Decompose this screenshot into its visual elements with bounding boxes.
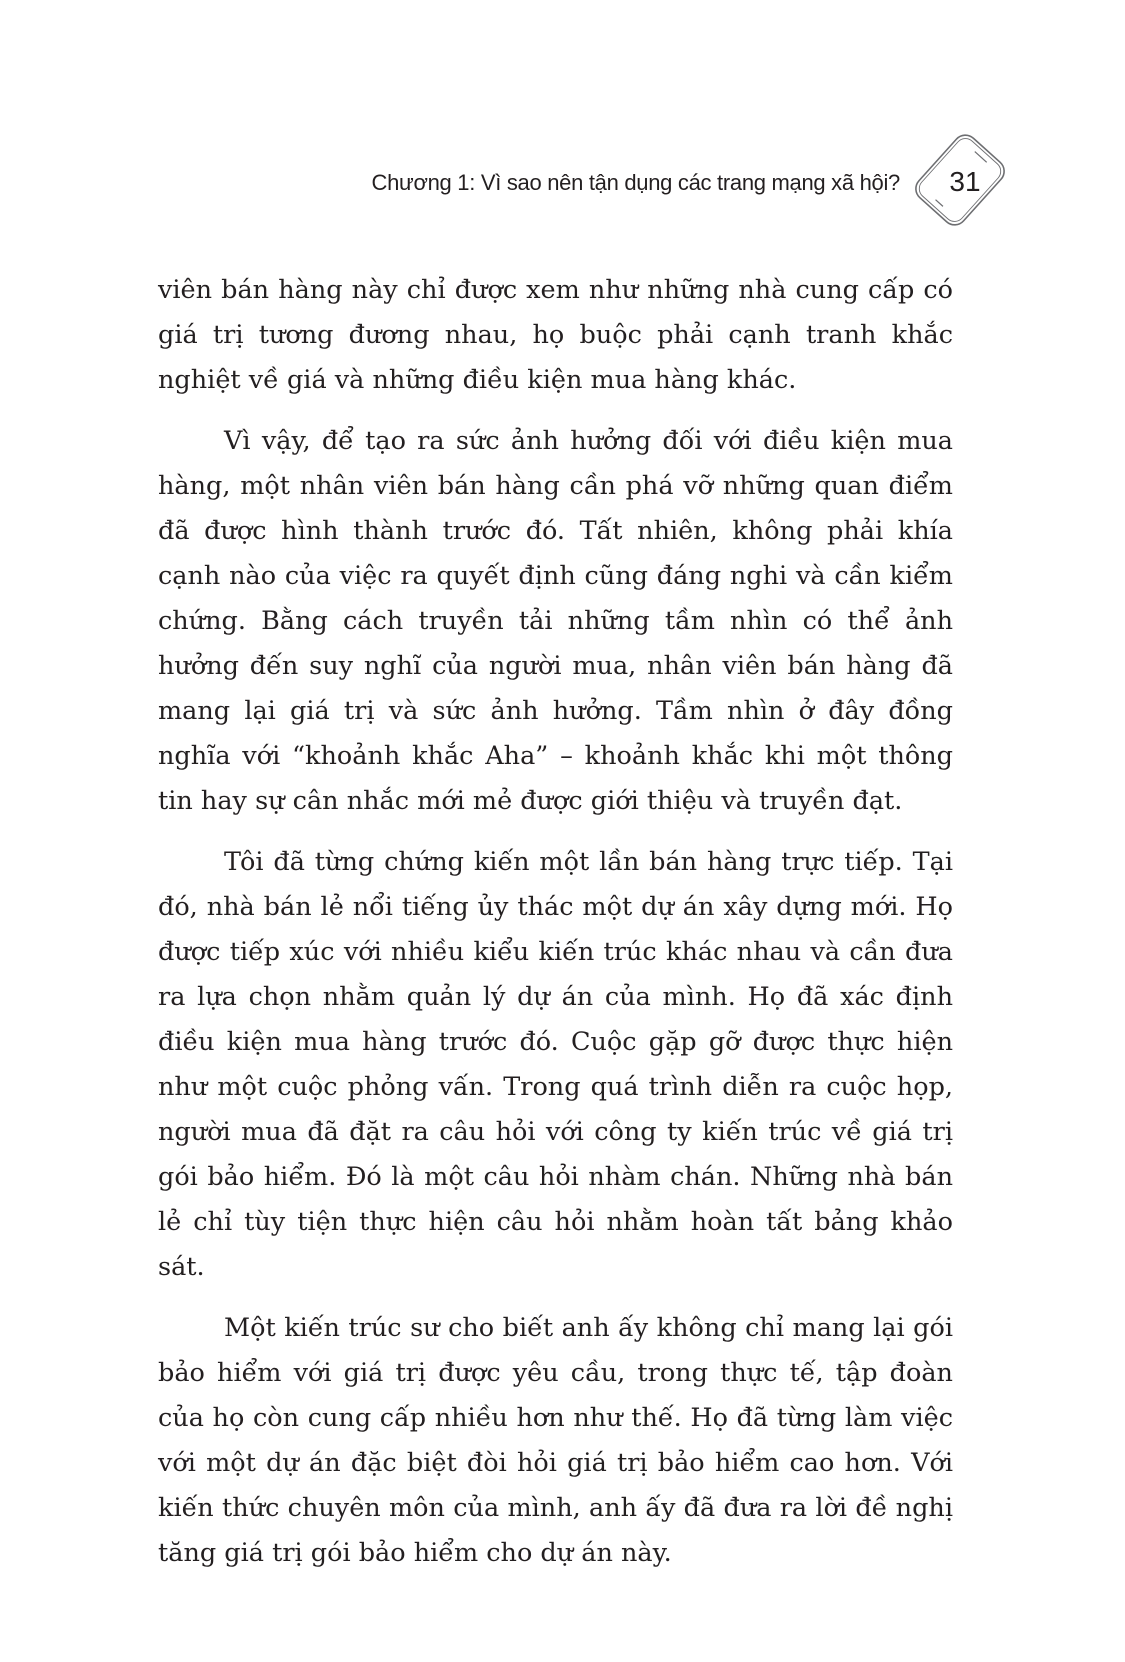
page-number: 31 [949,166,981,197]
paragraph: Vì vậy, để tạo ra sức ảnh hưởng đối với điều kiện mua hàng, một nhân viên bán hàng cần phá vỡ những quan điểm đã được hình thành trước đó. Tất nhiên, không phải khía cạnh nào của việc ra quyết định cũng đáng nghi và cần kiểm chứng. Bằng cách truyền tải những tầm nhìn có thể ảnh hưởng đến suy nghĩ của người mua, nhân viên bán hàng đã mang lại giá trị và sức ảnh hưởng. Tầm nhìn ở đây đồng nghĩa với “khoảnh khắc Aha” – khoảnh khắc khi một thông tin hay sự cân nhắc mới mẻ được giới thiệu và truyền đạt. [158,426,953,816]
body-text [158,268,953,1592]
chapter-title: Chương 1: Vì sao nên tận dụng các trang mạng xã hội? [371,170,900,195]
paragraph: Tôi đã từng chứng kiến một lần bán hàng trực tiếp. Tại đó, nhà bán lẻ nổi tiếng ủy thác một dự án xây dựng mới. Họ được tiếp xúc với nhiều kiểu kiến trúc khác nhau và cần đưa ra lựa chọn nhằm quản lý dự án của mình. Họ đã xác định điều kiện mua hàng trước đó. Cuộc gặp gỡ được thực hiện như một cuộc phỏng vấn. Trong quá trình diễn ra cuộc họp, người mua đã đặt ra câu hỏi với công ty kiến trúc về giá trị gói bảo hiểm. Đó là một câu hỏi nhàm chán. Những nhà bán lẻ chỉ tùy tiện thực hiện câu hỏi nhằm hoàn tất bảng khảo sát. [158,847,953,1282]
paragraph: viên bán hàng này chỉ được xem như những nhà cung cấp có giá trị tương đương nhau, họ buộc phải cạnh tranh khắc nghiệt về giá và những điều kiện mua hàng khác. [158,275,953,395]
paragraph: Một kiến trúc sư cho biết anh ấy không chỉ mang lại gói bảo hiểm với giá trị được yêu cầu, trong thực tế, tập đoàn của họ còn cung cấp nhiều hơn như thế. Họ đã từng làm việc với một dự án đặc biệt đòi hỏi giá trị bảo hiểm cao hơn. Với kiến thức chuyên môn của mình, anh ấy đã đưa ra lời đề nghị tăng giá trị gói bảo hiểm cho dự án này. [158,1313,953,1568]
running-header [0,150,1125,230]
